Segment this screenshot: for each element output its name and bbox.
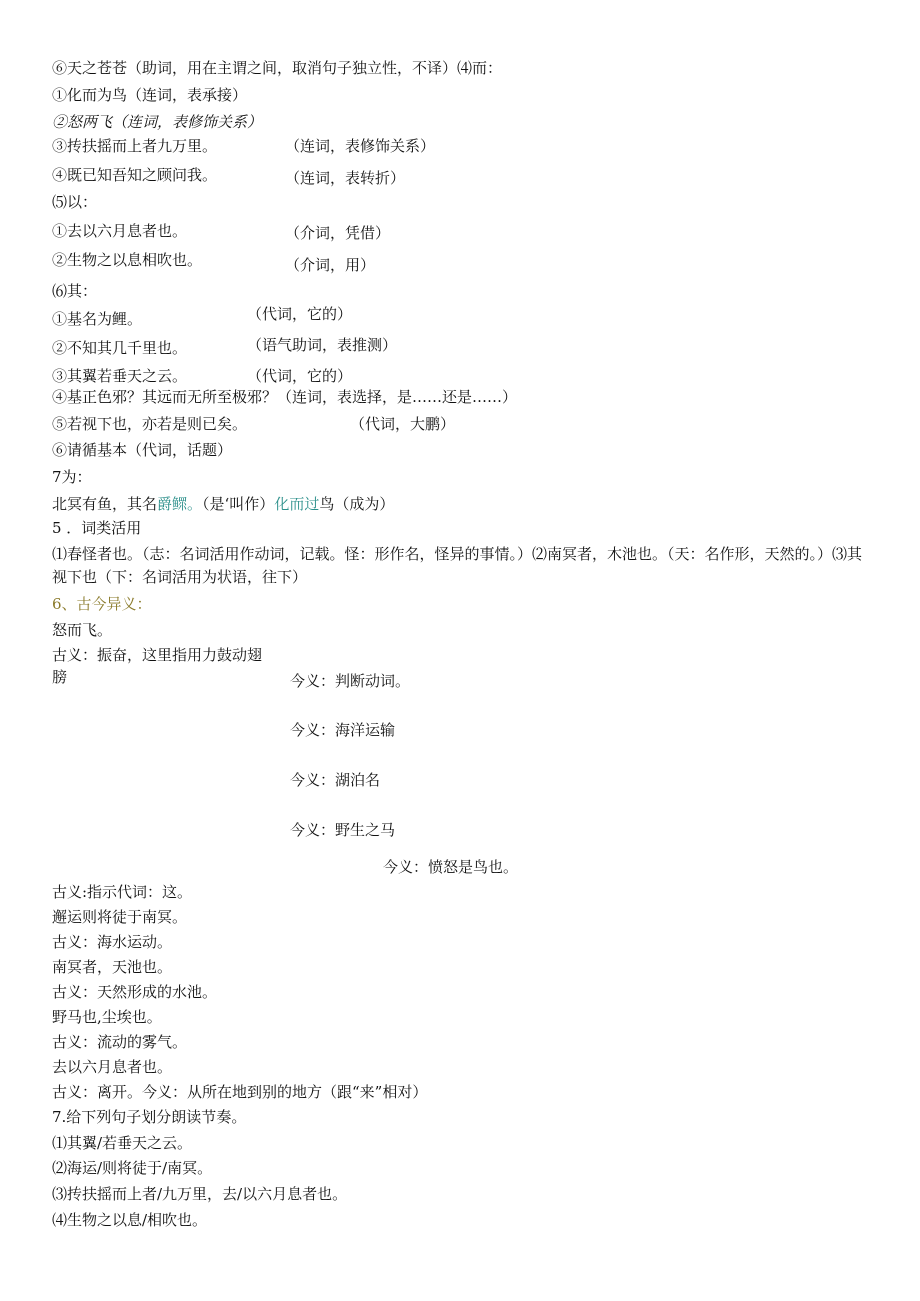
annotation: （连词，表修饰关系） <box>285 137 436 155</box>
text-line: 野马也,尘埃也。 <box>52 1008 162 1026</box>
text-line: ③抟扶摇而上者九万里。 <box>52 137 218 155</box>
text-line: 古义：振奋，这里指用力鼓动翅膀 <box>52 646 263 686</box>
annotation: （介词，凭借） <box>285 224 391 242</box>
modern-meaning: 今义：愤怒是鸟也。 <box>383 858 519 876</box>
text-line: 邂运则将徒于南冥。 <box>52 908 188 926</box>
text-line: 古义：天然形成的水池。 <box>52 983 218 1001</box>
text-line: ③其翼若垂天之云。 <box>52 367 188 385</box>
section-heading: 5 ．词类活用 <box>52 519 142 537</box>
text-line: ①化而为鸟（连词，表承接） <box>52 86 248 104</box>
text-line: ⑷生物之以息/相吹也。 <box>52 1211 208 1229</box>
text-line: 怒而飞。 <box>52 621 113 639</box>
highlight-term: 爵鳏。 <box>157 495 203 513</box>
text-line: ⑥请循基本（代词，话题） <box>52 441 233 459</box>
text-line: ①基名为鲤。 <box>52 310 143 328</box>
paragraph: ⑴春怪者也。（志：名词活用作动词，记载。怪：形作名，怪异的事情。）⑵南冥者，木池也。（天：名作形，天然的。）⑶其视下也（下：名词活用为状语，往下） <box>52 545 863 586</box>
text-line: 古义:指示代词：这。 <box>52 883 193 901</box>
text-line: ⑵海运/则将徒于/南冥。 <box>52 1159 213 1177</box>
text-line: ⑥天之苍苍（助词，用在主谓之间，取消句子独立性，不译）⑷而： <box>52 59 503 77</box>
text-line: ②怒两飞（连词，表修饰关系） <box>52 113 263 131</box>
modern-meaning: 今义：海洋运输 <box>290 721 396 739</box>
text-line: 南冥者，天池也。 <box>52 958 173 976</box>
text-segment: 鸟（成为） <box>319 495 395 513</box>
section-label: ⑹其： <box>52 282 98 300</box>
text-line: ⑴其翼/若垂天之云。 <box>52 1134 193 1152</box>
section-heading: 6、古今异义： <box>52 595 152 613</box>
section-label: 7为： <box>52 468 92 486</box>
text-line: ②不知其几千里也。 <box>52 339 188 357</box>
modern-meaning: 今义：判断动词。 <box>290 672 411 690</box>
modern-meaning: 今义：湖泊名 <box>290 771 381 789</box>
text-line: 去以六月息者也。 <box>52 1058 173 1076</box>
text-line: ④既已知吾知之顾问我。 <box>52 166 218 184</box>
highlight-term: 化而过 <box>274 495 320 513</box>
text-line: ①去以六月息者也。 <box>52 222 188 240</box>
annotation: （代词，它的） <box>247 305 353 323</box>
text-line: 古义：流动的雾气。 <box>52 1033 188 1051</box>
text-line: 古义：海水运动。 <box>52 933 173 951</box>
modern-meaning: 今义：野生之马 <box>290 821 396 839</box>
annotation: （介词，用） <box>285 256 376 274</box>
section-label: ⑸以： <box>52 193 98 211</box>
text-line: 古义：离开。今义：从所在地到别的地方（跟“来”相对） <box>52 1083 428 1101</box>
text-segment: 北冥有鱼，其名 <box>52 495 158 513</box>
text-line: ⑶抟扶摇而上者/九万里，去/以六月息者也。 <box>52 1185 348 1203</box>
annotation: （语气助词，表推测） <box>247 336 398 354</box>
text-line <box>52 494 394 514</box>
annotation: （代词，大鹏） <box>350 415 456 433</box>
section-heading: 7.给下列句子划分朗读节奏。 <box>52 1108 247 1126</box>
annotation: （代词，它的） <box>247 367 353 385</box>
annotation: （连词，表转折） <box>285 169 406 187</box>
text-line: ②生物之以息相吹也。 <box>52 251 203 269</box>
text-line: ⑤若视下也，亦若是则已矣。 <box>52 415 248 433</box>
text-line: ④基正色邪？其远而无所至极邪？（连词，表选择，是……还是……） <box>52 388 518 406</box>
text-segment: （是‘叫作） <box>202 495 275 513</box>
